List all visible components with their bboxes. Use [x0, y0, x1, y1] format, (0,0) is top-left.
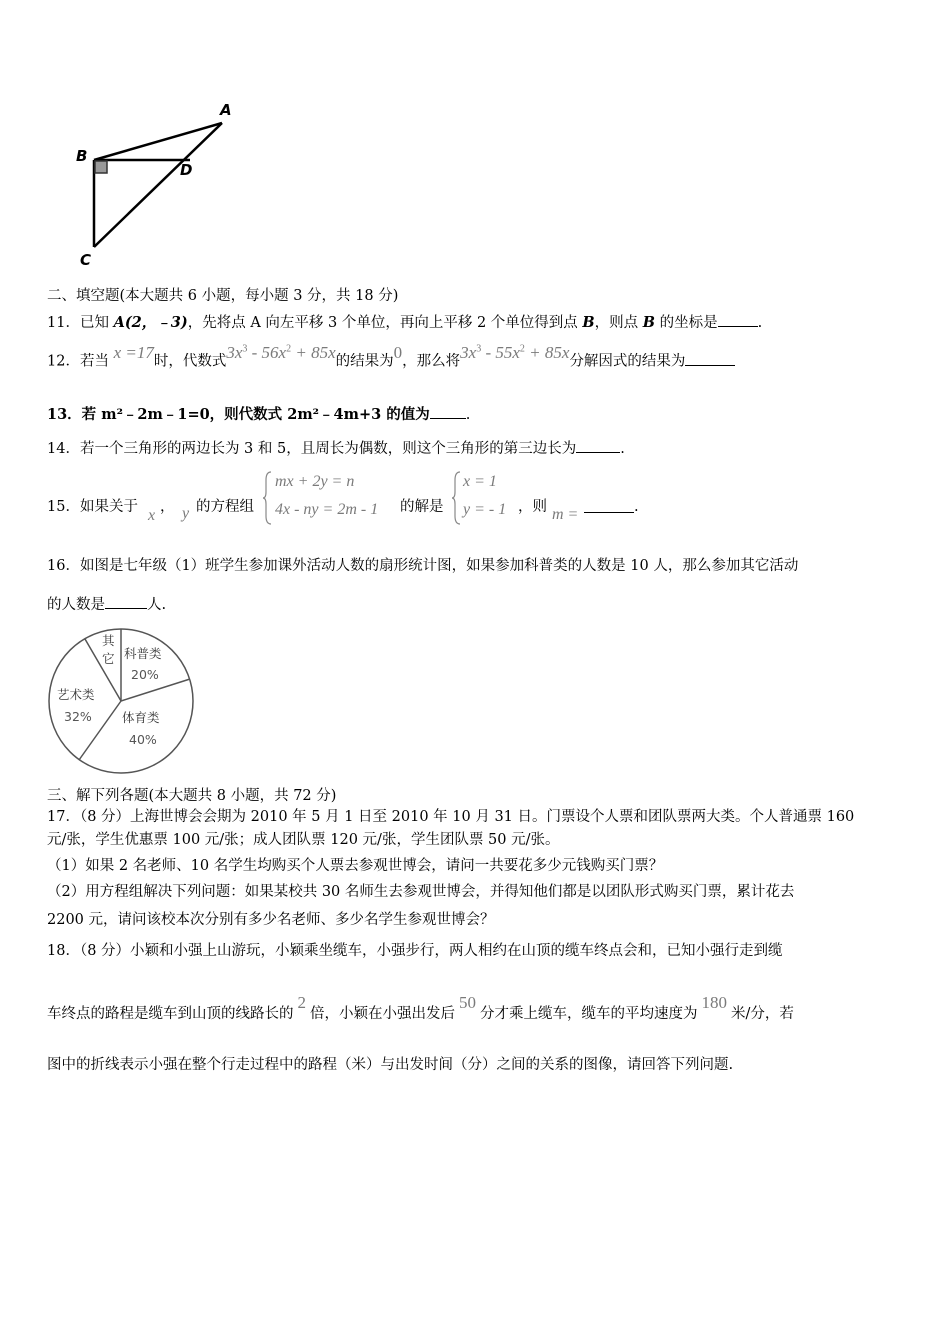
- q15-equation-1: mx + 2y = n: [275, 473, 355, 490]
- label-d: D: [180, 161, 193, 179]
- q11-point: A(2，﹣3): [113, 314, 188, 331]
- q11-tail: .: [757, 315, 763, 331]
- q18-number-50: 50: [459, 993, 476, 1012]
- q15-system-brace: [263, 470, 273, 526]
- question-18-line2: [47, 993, 794, 1033]
- q12-expr2-term3: + 85x: [524, 342, 570, 362]
- q15-text4: ，则: [518, 499, 547, 515]
- pie-label-other-top: 其: [102, 633, 115, 648]
- question-17-part2-cont: 2200 元，请问该校本次分别有多少名老师、多少名学生参观世博会？: [47, 912, 495, 928]
- pie-pct-science: 20%: [131, 667, 159, 682]
- q13-tail: .: [465, 407, 471, 423]
- q15-var-y: y: [182, 505, 190, 522]
- q18-text-a: 车终点的路程是缆车到山顶的线路长的: [47, 1006, 294, 1022]
- question-14: [47, 438, 625, 459]
- q15-comma: ，: [160, 499, 175, 515]
- pie-label-sports: 体育类: [122, 710, 160, 725]
- question-18-line3: 图中的折线表示小强在整个行走过程中的路程（米）与出发时间（分）之间的关系的图像，请回答下列问题.: [47, 1057, 734, 1073]
- q11-text-end: 的坐标是: [655, 315, 718, 331]
- q12-expr1-term2: - 56x: [247, 342, 287, 362]
- q11-text-mid: ，先将点 A 向左平移 3 个单位，再向上平移 2 个单位得到点: [187, 315, 583, 331]
- q12-expr1-term3: + 85x: [291, 342, 336, 362]
- q12-text3: ，那么将: [402, 353, 461, 370]
- section3-heading: 三、解下列各题(本大题共 8 小题，共 72 分): [47, 788, 337, 804]
- q12-expr2-term2: - 55x: [481, 342, 520, 362]
- q12-expr1-exp2: 2: [286, 343, 292, 354]
- q12-num: 12．若当: [47, 353, 114, 370]
- question-13: [47, 404, 470, 425]
- q14-tail: .: [620, 441, 625, 457]
- q14-answer-blank[interactable]: [576, 438, 620, 453]
- q16-text-pre: 的人数是: [47, 597, 105, 613]
- question-17-line2: 元/张，学生优惠票 100 元/张；成人团队票 120 元/张，学生团队票 50 元/张。: [47, 832, 560, 848]
- question-17-part2: （2）用方程组解决下列问题：如果某校共 30 名师生去参观世博会，并得知他们都是以团队形式购买门票，累计花去: [47, 884, 795, 900]
- question-12: [47, 342, 735, 377]
- q18-text-b: 倍，小颖在小强出发后: [310, 1006, 455, 1022]
- q18-text-c: 分才乘上缆车，缆车的平均速度为: [480, 1006, 698, 1022]
- q12-text2: 的结果为: [335, 353, 394, 370]
- q15-var-x: x: [148, 507, 156, 524]
- q15-solution-1: x = 1: [463, 473, 497, 490]
- pie-chart: [45, 625, 197, 777]
- q11-text-mid2: ，则点: [594, 315, 643, 331]
- question-16-line2: [47, 594, 166, 615]
- pie-label-art: 艺术类: [57, 687, 95, 702]
- q12-expr2-exp2: 2: [519, 343, 525, 354]
- q12-expr1-term1: 3x: [226, 342, 243, 362]
- section2-heading: 二、填空题(本大题共 6 小题，每小题 3 分，共 18 分): [47, 288, 399, 304]
- q13-answer-blank[interactable]: [430, 404, 466, 419]
- question-17-line1: 17．（8 分）上海世博会会期为 2010 年 5 月 1 日至 2010 年 10 月 31 日。门票设个人票和团队票两大类。个人普通票 160: [47, 809, 855, 825]
- q11-point-b: B: [582, 314, 595, 331]
- q12-x-value: x =17: [113, 342, 154, 362]
- triangle-figure: [70, 95, 240, 270]
- q18-number-180: 180: [701, 993, 727, 1012]
- label-a: A: [220, 101, 232, 119]
- q15-equation-2: 4x - ny = 2m - 1: [275, 501, 379, 518]
- pie-label-science: 科普类: [124, 646, 162, 661]
- q15-text3: 的解是: [400, 499, 444, 515]
- q12-expr1-exp1: 3: [242, 343, 248, 354]
- q11-answer-blank[interactable]: [718, 312, 758, 327]
- right-angle-marker: [95, 161, 107, 173]
- q15-text2: 的方程组: [196, 499, 254, 515]
- q15-solution-brace: [452, 470, 462, 526]
- q15-solution-2: y = - 1: [463, 501, 507, 518]
- question-17-part1: （1）如果 2 名老师、10 名学生均购买个人票去参观世博会，请问一共要花多少元钱购买门票？: [47, 858, 664, 874]
- q18-number-2: 2: [297, 993, 306, 1012]
- q18-text-d: 米/分，若: [731, 1006, 794, 1022]
- question-15-text1: 15．如果关于: [47, 499, 138, 515]
- q12-zero: 0: [393, 342, 403, 362]
- pie-pct-art: 32%: [64, 709, 92, 724]
- q12-expr2-exp1: 3: [476, 343, 482, 354]
- q12-expr2-term1: 3x: [460, 342, 477, 362]
- label-b: B: [76, 147, 88, 165]
- q16-answer-blank[interactable]: [105, 594, 147, 609]
- q12-answer-blank[interactable]: [685, 351, 735, 366]
- q11-point-b2: B: [642, 314, 656, 331]
- q12-text1: 时，代数式: [153, 353, 227, 370]
- q15-answer-blank[interactable]: [584, 512, 634, 513]
- q11-text: 11．已知: [47, 315, 114, 331]
- q15-tail: .: [634, 499, 639, 515]
- question-16-line1: 16．如图是七年级（1）班学生参加课外活动人数的扇形统计图，如果参加科普类的人数是 10 人，那么参加其它活动: [47, 558, 799, 574]
- q12-text4: 分解因式的结果为: [569, 353, 686, 370]
- question-18-line1: 18．（8 分）小颖和小强上山游玩，小颖乘坐缆车，小强步行，两人相约在山顶的缆车终点会和，已知小强行走到缆: [47, 943, 783, 959]
- label-c: C: [80, 251, 92, 269]
- q14-text: 14．若一个三角形的两边长为 3 和 5，且周长为偶数，则这个三角形的第三边长为: [47, 441, 577, 457]
- q16-text-post: 人.: [147, 597, 167, 613]
- q13-text: 13．若 m²﹣2m﹣1=0，则代数式 2m²﹣4m+3 的值为: [47, 406, 430, 423]
- pie-pct-sports: 40%: [129, 732, 157, 747]
- q15-m-equals: m =: [552, 506, 579, 523]
- question-11: [47, 312, 762, 333]
- pie-label-other-bottom: 它: [102, 651, 115, 666]
